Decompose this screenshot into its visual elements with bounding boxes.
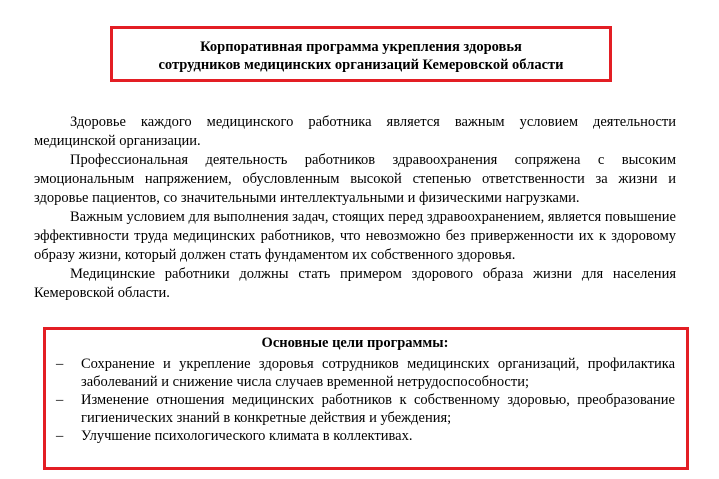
goal-bullet: – bbox=[56, 428, 64, 444]
title-line-2: сотрудников медицинских организаций Кемеровской области bbox=[158, 57, 564, 73]
goals-list bbox=[46, 355, 686, 445]
goal-text-3: Улучшение психологического климата в коллективах. bbox=[81, 428, 413, 444]
paragraph-2: Профессиональная деятельность работников здравоохранения сопряжена с высоким эмоциональным напряжением, обусловленным высокой степенью ответственности за жизни и здоровье пациентов, со значительными интеллектуальными и физическими нагрузками. bbox=[34, 152, 676, 206]
paragraph-1: Здоровье каждого медицинского работника является важным условием деятельности медицинской организации. bbox=[34, 114, 676, 149]
paragraph-3: Важным условием для выполнения задач, стоящих перед здравоохранением, является повышение эффективности труда медицинских работников, что невозможно без приверженности их к здоровому образу жизни, который должен стать фундаментом их собственного здоровья. bbox=[34, 209, 676, 263]
goals-heading: Основные цели программы: bbox=[261, 335, 449, 351]
title-line-1: Корпоративная программа укрепления здоровья bbox=[200, 39, 522, 55]
paragraph-4: Медицинские работники должны стать примером здорового образа жизни для населения Кемеровской области. bbox=[34, 266, 676, 301]
goal-item-3 bbox=[46, 427, 686, 445]
goal-item-2 bbox=[46, 391, 686, 427]
title-frame bbox=[110, 26, 612, 82]
intro-text bbox=[34, 113, 676, 303]
goal-bullet: – bbox=[56, 392, 64, 408]
goal-item-1 bbox=[46, 355, 686, 391]
goal-bullet: – bbox=[56, 356, 64, 372]
goal-text-1: Сохранение и укрепление здоровья сотрудников медицинских организаций, профилактика заболеваний и снижение числа случаев временной нетрудоспособности; bbox=[81, 356, 675, 390]
goal-text-2: Изменение отношения медицинских работников к собственному здоровью, преобразование гигиенических знаний в конкретные действия и убеждения; bbox=[81, 392, 675, 426]
goals-frame bbox=[43, 327, 689, 470]
